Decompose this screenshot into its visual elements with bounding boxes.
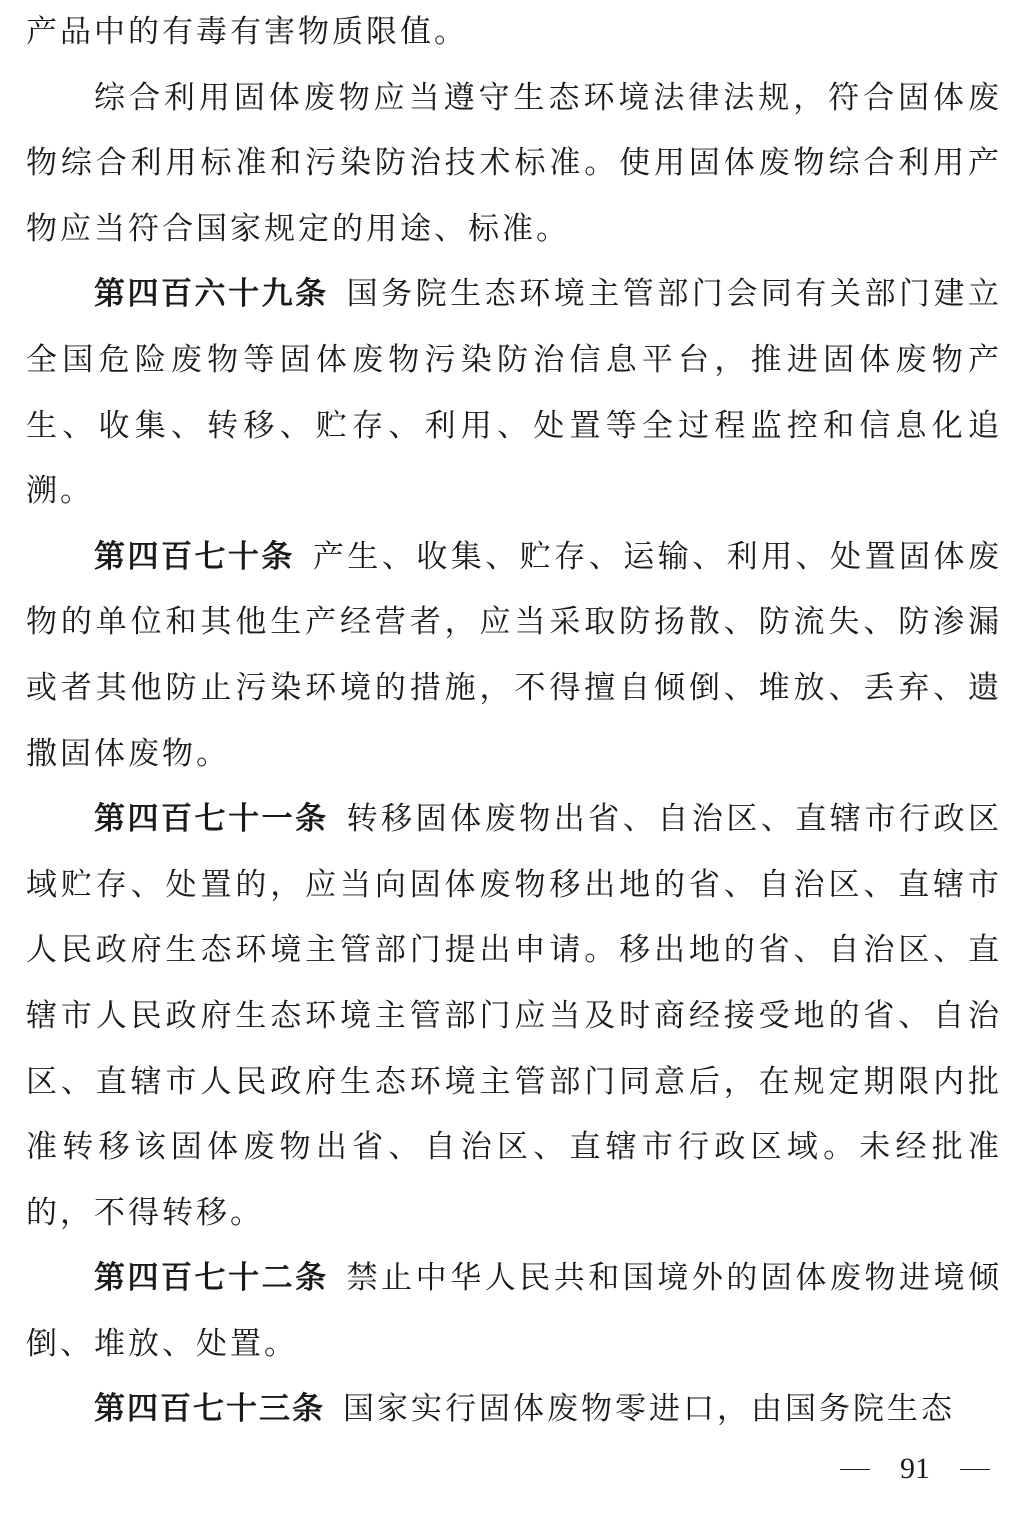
page-number: 91 (900, 1452, 930, 1485)
footer-dash-left (840, 1469, 870, 1470)
article-473 (26, 1377, 1002, 1443)
article-text: 产生、收集、贮存、运输、利用、处置固体废物的单位和其他生产经营者，应当采取防扬散、防流失、防渗漏或者其他防止污染环境的措施，不得擅自倾倒、堆放、丢弃、遗撒固体废物。 (26, 538, 1003, 772)
article-469 (26, 262, 1002, 524)
article-471 (26, 787, 1002, 1246)
article-title: 第四百七十条 (94, 538, 295, 575)
article-title: 第四百七十一条 (94, 801, 329, 838)
paragraph-text: 综合利用固体废物应当遵守生态环境法律法规，符合固体废物综合利用标准和污染防治技术标准。使用固体废物综合利用产物应当符合国家规定的用途、标准。 (26, 79, 1002, 247)
article-470 (26, 525, 1002, 787)
article-text: 国家实行固体废物零进口，由国务院生态 (343, 1391, 955, 1428)
article-title: 第四百六十九条 (94, 276, 329, 313)
document-body (26, 0, 1002, 1443)
article-title: 第四百七十三条 (94, 1391, 325, 1428)
paragraph-text: 产品中的有毒有害物质限值。 (26, 14, 468, 50)
article-text: 转移固体废物出省、自治区、直辖市行政区域贮存、处置的，应当向固体废物移出地的省、自治区、直辖市人民政府生态环境主管部门提出申请。移出地的省、自治区、直辖市人民政府生态环境主管部门应当及时商经接受地的省、自治区、直辖市人民政府生态环境主管部门同意后，在规定期限内批准转移该固体废物出省、自治区、直辖市行政区域。未经批准的，不得转移。 (26, 801, 1002, 1231)
footer-dash-right (960, 1469, 990, 1470)
article-472 (26, 1246, 1002, 1377)
article-title: 第四百七十二条 (94, 1260, 329, 1297)
article-text: 禁止中华人民共和国境外的固体废物进境倾倒、堆放、处置。 (26, 1260, 1002, 1362)
paragraph-continuation (26, 0, 1002, 66)
paragraph (26, 66, 1002, 263)
page-footer (840, 1452, 990, 1486)
article-text: 国务院生态环境主管部门会同有关部门建立全国危险废物等固体废物污染防治信息平台，推进固体废物产生、收集、转移、贮存、利用、处置等全过程监控和信息化追溯。 (26, 276, 1002, 510)
